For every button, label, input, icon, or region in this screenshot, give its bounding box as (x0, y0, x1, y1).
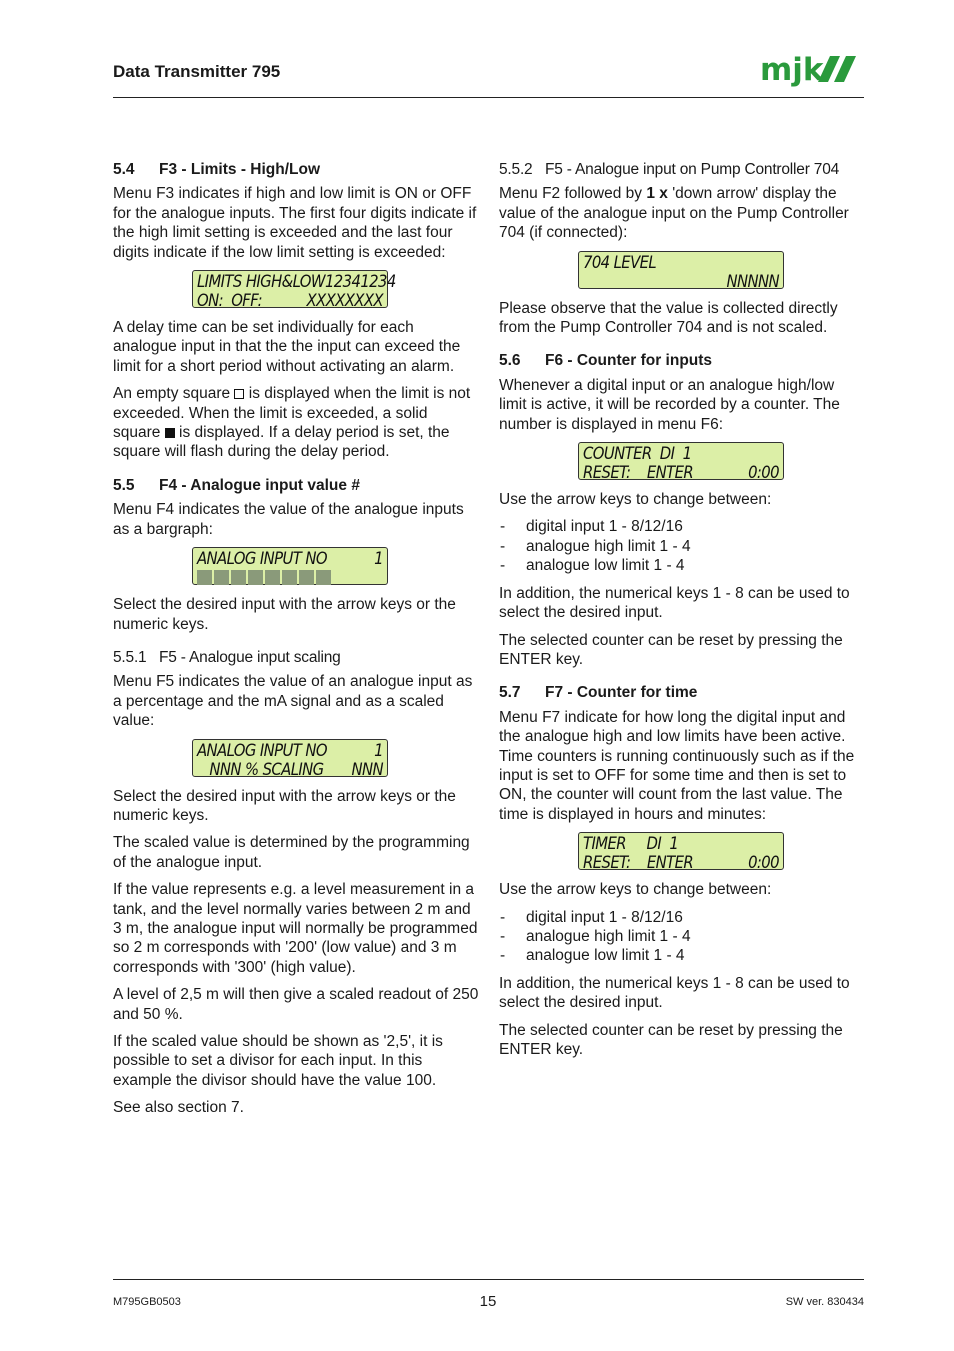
paragraph: If the value represents e.g. a level measurement in a tank, and the level normally varies between 2 m and 3 m, the analogue input will normally be programmed so 2 m corresponds with '200' (low value) and 3 m corresponds with '300' (high value). (113, 881, 478, 976)
page-number: 15 (479, 1293, 497, 1310)
paragraph: Menu F4 indicates the value of the analogue inputs as a bargraph: (113, 501, 464, 538)
list-item: - analogue high limit 1 - 4 (499, 537, 865, 556)
list-item: - analogue low limit 1 - 4 (499, 556, 865, 575)
document-id: M795GB0503 (113, 1296, 181, 1308)
paragraph: See also section 7. (113, 1099, 244, 1117)
lcd-display-scaling: ANALOG INPUT NO 1 NNN % SCALING NNN (192, 739, 388, 777)
list-item: - digital input 1 - 8/12/16 (499, 908, 865, 927)
footer-rule (113, 1279, 864, 1280)
input-list (499, 908, 865, 966)
section-heading: 5.4 F3 - Limits - High/Low (113, 161, 321, 178)
lcd-display-limits: LIMITS HIGH&LOW 12341234 ON: OFF: XXXXXXXX (192, 270, 388, 308)
paragraph: Whenever a digital input or an analogue high/low limit is active, it will be recorded by a counter. The number is displayed in menu F6: (499, 376, 840, 433)
lcd-display-704-level: 704 LEVEL NNNNN (578, 251, 784, 289)
section-heading: 5.7 F7 - Counter for time (499, 684, 698, 702)
list-item: - analogue low limit 1 - 4 (499, 946, 865, 965)
paragraph: Menu F3 indicates if high and low limit is ON or OFF for the analogue inputs. The first four digits indicate if the high limit setting is exceeded and the last four digits indicate if the low limit setting is exceeded: (113, 185, 477, 261)
document-title: Data Transmitter 795 (113, 62, 281, 81)
paragraph: A level of 2,5 m will then give a scaled readout of 250 and 50 %. (113, 986, 479, 1023)
list-item: - analogue high limit 1 - 4 (499, 927, 865, 946)
empty-square-icon (234, 389, 244, 399)
mjk-logo (760, 50, 864, 92)
section-5-5 (113, 476, 479, 634)
logo-text: mjk (760, 52, 824, 88)
left-column (113, 160, 479, 1126)
paragraph: The scaled value is determined by the programming of the analogue input. (113, 834, 470, 871)
section-heading: 5.5.1 F5 - Analogue input scaling (113, 648, 341, 666)
paragraph: Menu F5 indicates the value of an analogue input as a percentage and the mA signal and as a scaled value: (113, 673, 473, 730)
section-5-6 (499, 351, 865, 669)
paragraph: A delay time can be set individually for each analogue input in that the the input can exceed the limit for a short period without activating an alarm. (113, 319, 461, 375)
paragraph: Select the desired input with the arrow keys or the numeric keys. (113, 787, 456, 824)
section-heading: 5.5.2 F5 - Analogue input on Pump Controller 704 (499, 161, 840, 178)
paragraph: If the scaled value should be shown as '2,5', it is possible to set a divisor for each input. In this example the divisor should have the value 100. (113, 1033, 443, 1089)
paragraph: The selected counter can be reset by pressing the ENTER key. (499, 631, 843, 668)
section-5-5-1 (113, 648, 479, 1118)
paragraph: Use the arrow keys to change between: (499, 881, 772, 899)
paragraph: An empty square is displayed when the limit is not exceeded. When the limit is exceeded, a solid square is displayed. If a delay period is set, the square will flash during the delay period. (113, 385, 471, 461)
section-5-7 (499, 683, 865, 1059)
paragraph: Menu F2 followed by 1 x 'down arrow' display the value of the analogue input on the Pump Controller 704 (if connected): (499, 185, 849, 242)
paragraph: The selected counter can be reset by pressing the ENTER key. (499, 1021, 843, 1058)
paragraph: In addition, the numerical keys 1 - 8 can be used to select the desired input. (499, 974, 850, 1012)
paragraph: Select the desired input with the arrow keys or the numeric keys. (113, 596, 456, 633)
right-column (499, 160, 865, 1067)
input-list (499, 517, 865, 575)
section-heading: 5.6 F6 - Counter for inputs (499, 352, 713, 370)
paragraph: Use the arrow keys to change between: (499, 491, 772, 509)
software-version: SW ver. 830434 (785, 1296, 864, 1308)
bargraph (197, 570, 383, 585)
header-rule (113, 97, 864, 98)
section-5-4 (113, 160, 479, 462)
lcd-display-timer: TIMER DI 1 RESET: ENTER 0:00 (578, 832, 784, 870)
solid-square-icon (165, 428, 175, 438)
section-5-5-2 (499, 160, 865, 337)
list-item: - digital input 1 - 8/12/16 (499, 517, 865, 536)
paragraph: Please observe that the value is collected directly from the Pump Controller 704 and is not scaled. (499, 299, 838, 337)
paragraph: Menu F7 indicate for how long the digital input and the analogue high and low limits have been active. Time counters is running continuously such as if the input is set to OFF for some time and then is set to ON, the counter will count from the last value. The time is displayed in hours and minutes: (499, 708, 855, 823)
paragraph: In addition, the numerical keys 1 - 8 can be used to select the desired input. (499, 584, 850, 622)
section-heading: 5.5 F4 - Analogue input value # (113, 476, 360, 494)
lcd-display-bargraph: ANALOG INPUT NO 1 (192, 547, 388, 585)
lcd-display-counter: COUNTER DI 1 RESET: ENTER 0:00 (578, 442, 784, 480)
